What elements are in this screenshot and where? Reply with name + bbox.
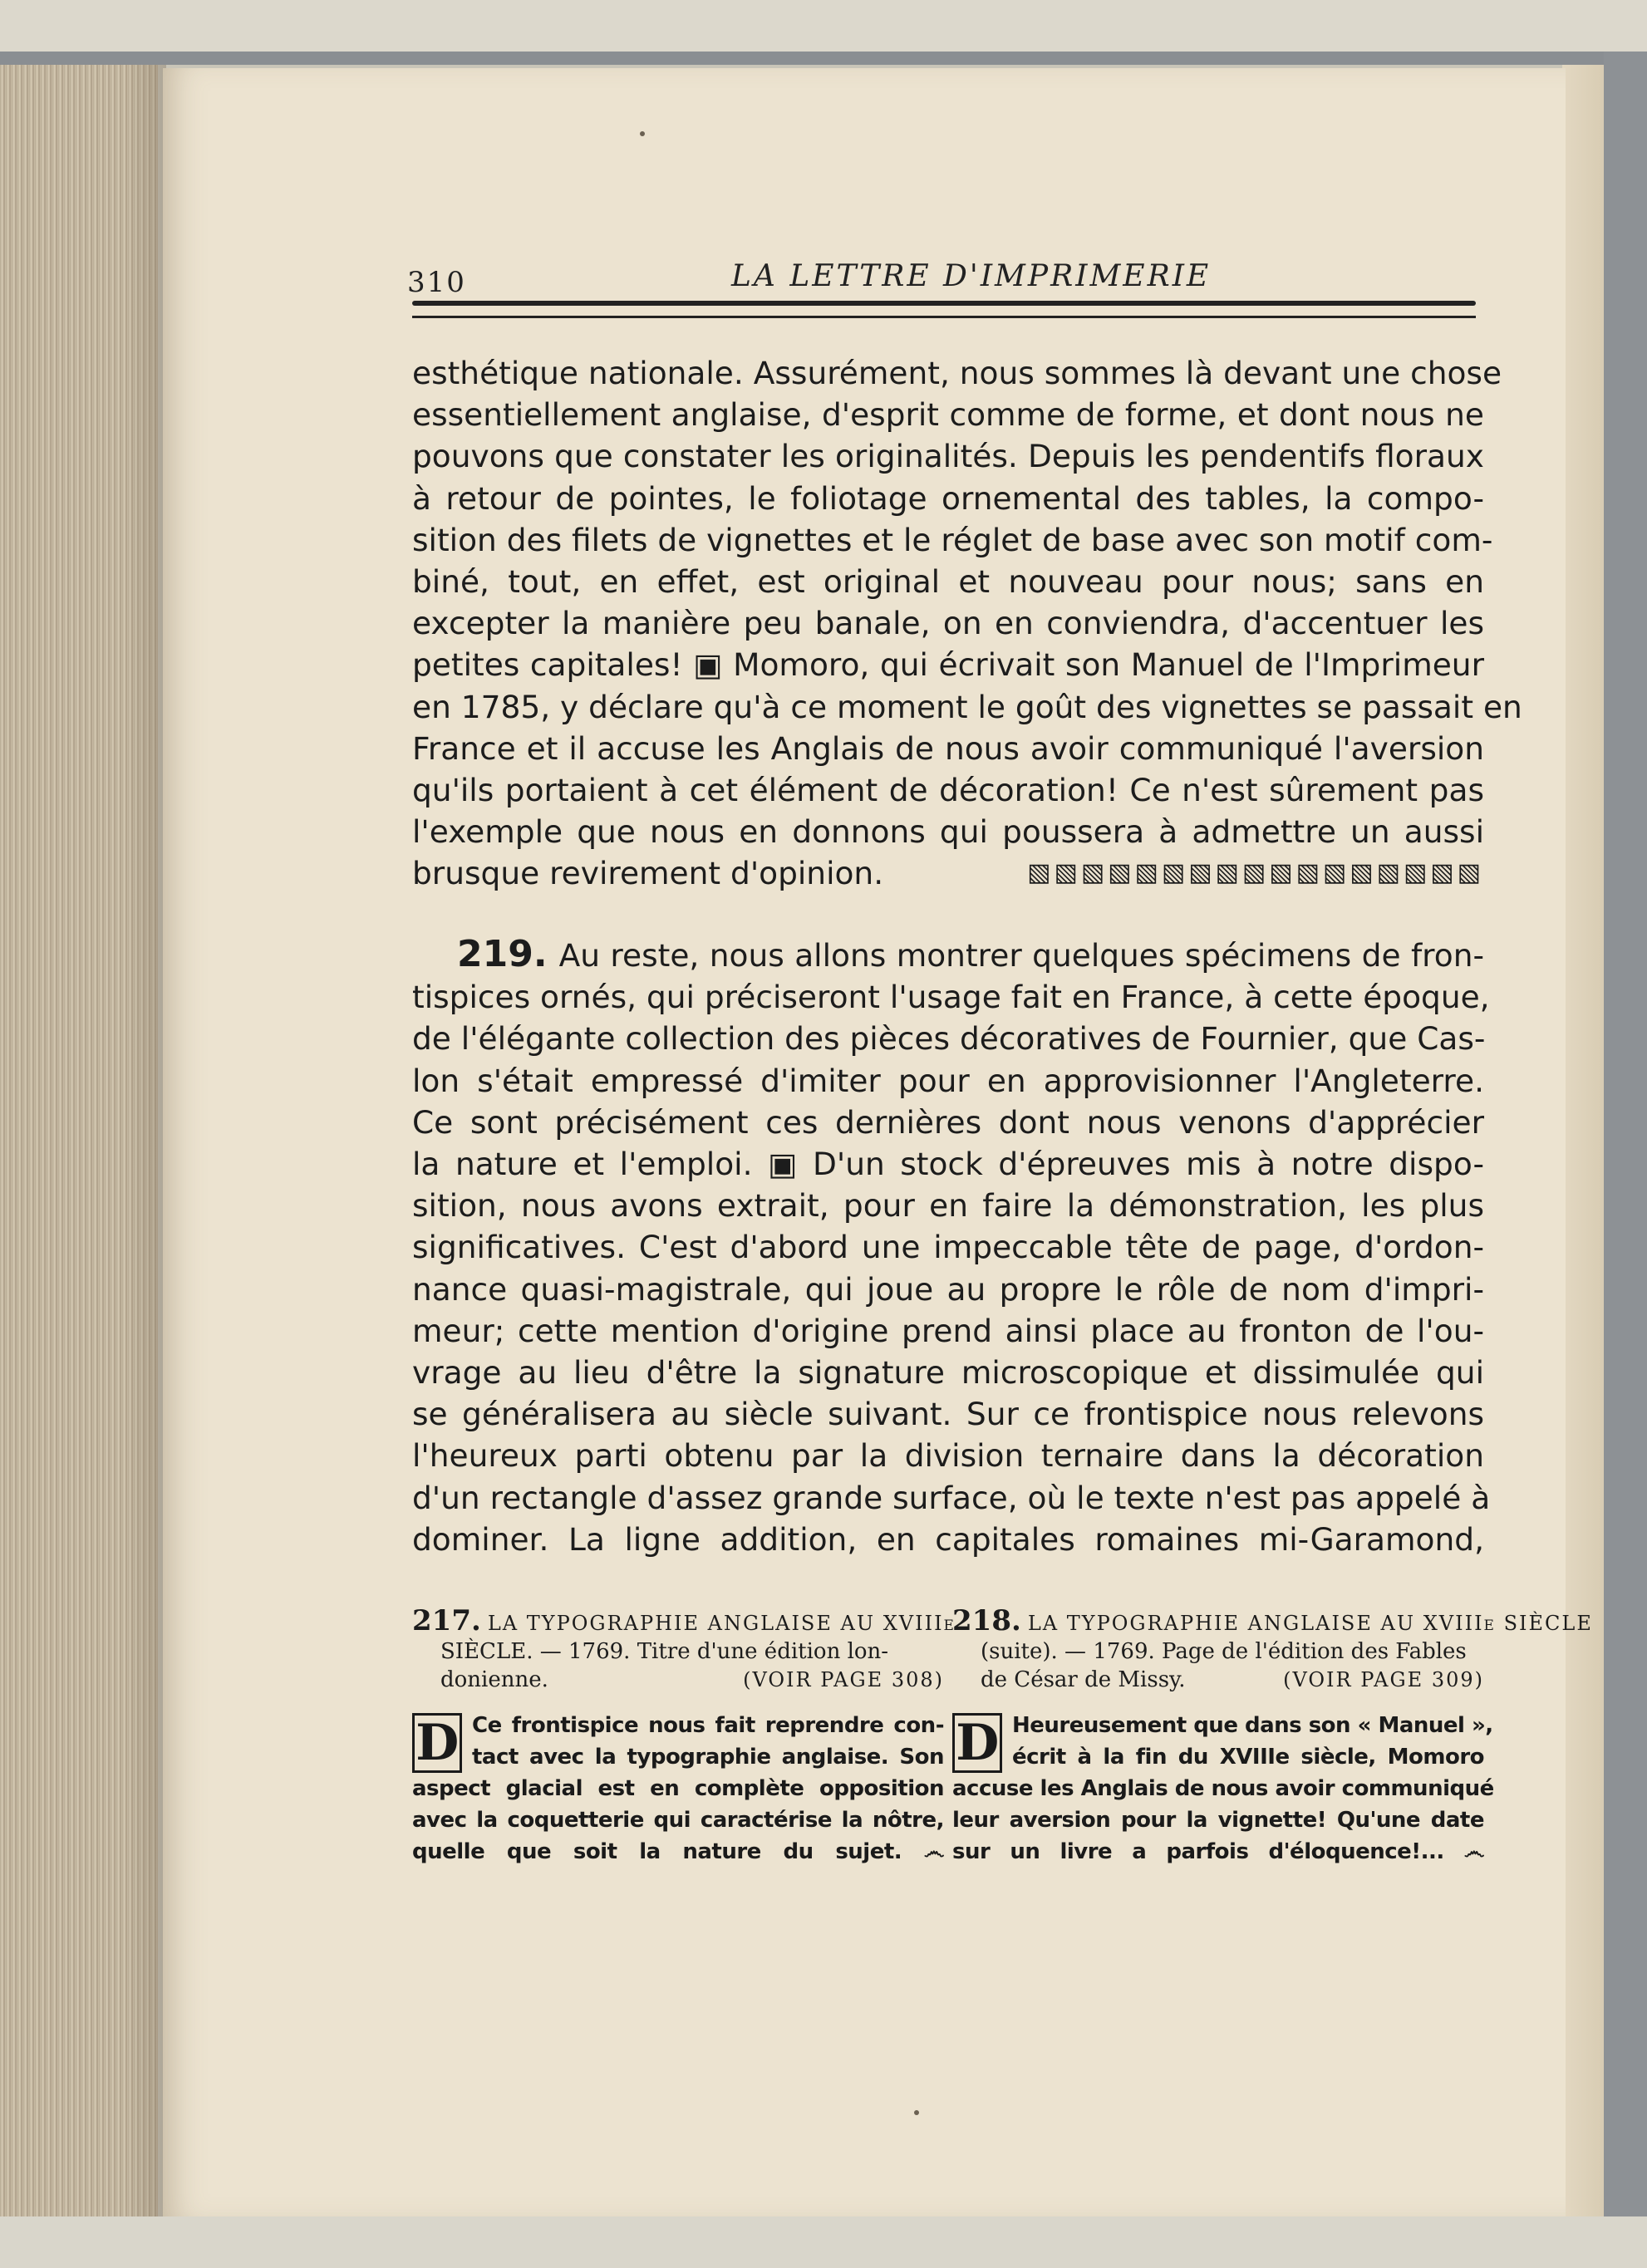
text-line-end: brusque revirement d'opinion. (412, 855, 884, 892)
binding-edge (0, 52, 1647, 65)
text-line: lon s'était empressé d'imiter pour en approvisionner l'Angleterre. (412, 1062, 1484, 1099)
header-rule-thin (412, 316, 1476, 318)
text-line: Ce sont précisément ces dernières dont nous venons d'apprécier (412, 1103, 1484, 1141)
figure-number: 218. (952, 1604, 1021, 1637)
dropcap-icon: D (412, 1713, 462, 1773)
text-line-start: Au reste, nous allons montrer quelques spécimens de fron- (558, 937, 1484, 974)
text-line: significatives. C'est d'abord une impeccable tête de page, d'ordon- (412, 1229, 1484, 1266)
text-line: l'heureux parti obtenu par la division ternaire dans la décoration (412, 1437, 1484, 1475)
text-line: meur; cette mention d'origine prend ainsi place au fronton de l'ou- (412, 1312, 1484, 1349)
caption-line (952, 1604, 1593, 1637)
note-218 (952, 1710, 1494, 1868)
text-line: se généralisera au siècle suivant. Sur ce frontispice nous relevons (412, 1396, 1484, 1433)
caption-line: SIÈCLE. — 1769. Titre d'une édition lon- (440, 1639, 889, 1664)
caption-text: donienne. (440, 1667, 548, 1692)
text-line: dominer. La ligne addition, en capitales romaines mi-Garamond, (412, 1520, 1484, 1558)
page-reference: (VOIR PAGE 309) (1283, 1668, 1484, 1691)
text-line: sition, nous avons extrait, pour en faire la démonstration, les plus (412, 1187, 1484, 1225)
caption-title: LA TYPOGRAPHIE ANGLAISE AU XVIIIe SIÈCLE (1027, 1612, 1593, 1635)
text-line: petites capitales! ▣ Momoro, qui écrivait son Manuel de l'Imprimeur (412, 646, 1484, 684)
note-line: avec la coquetterie qui caractérise la nôtre, (412, 1808, 944, 1833)
text-line: l'exemple que nous en donnons qui poussera à admettre un aussi (412, 813, 1484, 851)
paper-speck (640, 131, 645, 136)
caption-title: LA TYPOGRAPHIE ANGLAISE AU XVIIIe (487, 1612, 956, 1635)
note-line: tact avec la typographie anglaise. Son (472, 1745, 944, 1770)
ornament-border-icon: ▧▧▧▧▧▧▧▧▧▧▧▧▧▧▧▧▧ (1027, 858, 1484, 888)
text-line: biné, tout, en effet, est original et nouveau pour nous; sans en (412, 563, 1484, 601)
caption-218 (952, 1604, 1593, 1694)
text-line (412, 852, 1484, 894)
running-head: LA LETTRE D'IMPRIMERIE (731, 259, 1212, 293)
dropcap-icon: D (952, 1713, 1002, 1773)
note-line: accuse les Anglais de nous avoir communiqué (952, 1776, 1494, 1801)
paragraph-continued (412, 352, 1522, 895)
caption-line (952, 1666, 1484, 1694)
text-line: tispices ornés, qui préciseront l'usage fait en France, à cette époque, (412, 979, 1490, 1016)
text-line: France et il accuse les Anglais de nous avoir communiqué l'aversion (412, 729, 1484, 767)
caption-text: de César de Missy. (981, 1667, 1186, 1692)
note-line: quelle que soit la nature du sujet. ෴ (412, 1839, 944, 1864)
text-line: la nature et l'emploi. ▣ D'un stock d'épreuves mis à notre dispo- (412, 1146, 1484, 1183)
text-line: sition des filets de vignettes et le réglet de base avec son motif com- (412, 521, 1493, 558)
page-reference: (VOIR PAGE 308) (743, 1668, 944, 1691)
note-line: écrit à la fin du XVIIIe siècle, Momoro (1012, 1745, 1484, 1770)
paper-speck (914, 2110, 919, 2115)
text-line: de l'élégante collection des pièces décoratives de Fournier, que Cas- (412, 1020, 1486, 1058)
figure-number: 217. (412, 1604, 481, 1637)
note-line: sur un livre a parfois d'éloquence!... ෴ (952, 1839, 1484, 1864)
caption-line: (suite). — 1769. Page de l'édition des Fables (981, 1639, 1467, 1664)
caption-217 (412, 1604, 956, 1694)
text-line: essentiellement anglaise, d'esprit comme de forme, et dont nous ne (412, 396, 1484, 434)
caption-line (412, 1666, 944, 1694)
text-line: à retour de pointes, le foliotage ornemental des tables, la compo- (412, 479, 1484, 517)
text-line: excepter la manière peu banale, on en conviendra, d'accentuer les (412, 605, 1484, 642)
note-line: Heureusement que dans son « Manuel », (1012, 1713, 1493, 1738)
note-line: Ce frontispice nous fait reprendre con- (472, 1713, 944, 1738)
caption-line (412, 1604, 956, 1637)
text-line: d'un rectangle d'assez grande surface, où le texte n'est pas appelé à (412, 1479, 1491, 1516)
book-cover-edge (1604, 52, 1647, 2216)
text-line: esthétique nationale. Assurément, nous sommes là devant une chose (412, 355, 1502, 391)
paragraph-219 (412, 933, 1491, 1560)
note-line: aspect glacial est en complète opposition (412, 1776, 944, 1801)
facing-page-edge (1562, 65, 1604, 2216)
text-line: pouvons que constater les originalités. Depuis les pendentifs floraux (412, 438, 1484, 475)
gutter-shadow (125, 65, 166, 2216)
note-217 (412, 1710, 944, 1868)
header-rule (412, 301, 1476, 306)
page-number: 310 (407, 266, 466, 299)
text-line (412, 934, 1484, 976)
text-line: vrage au lieu d'être la signature microscopique et dissimulée qui (412, 1354, 1484, 1392)
text-line: en 1785, y déclare qu'à ce moment le goût des vignettes se passait en (412, 688, 1522, 725)
text-line: qu'ils portaient à cet élément de décoration! Ce n'est sûrement pas (412, 772, 1484, 809)
section-number: 219. (457, 933, 548, 975)
text-line: nance quasi-magistrale, qui joue au propre le rôle de nom d'impri- (412, 1270, 1484, 1308)
binding-bottom (0, 2216, 1647, 2268)
note-line: leur aversion pour la vignette! Qu'une date (952, 1808, 1484, 1833)
